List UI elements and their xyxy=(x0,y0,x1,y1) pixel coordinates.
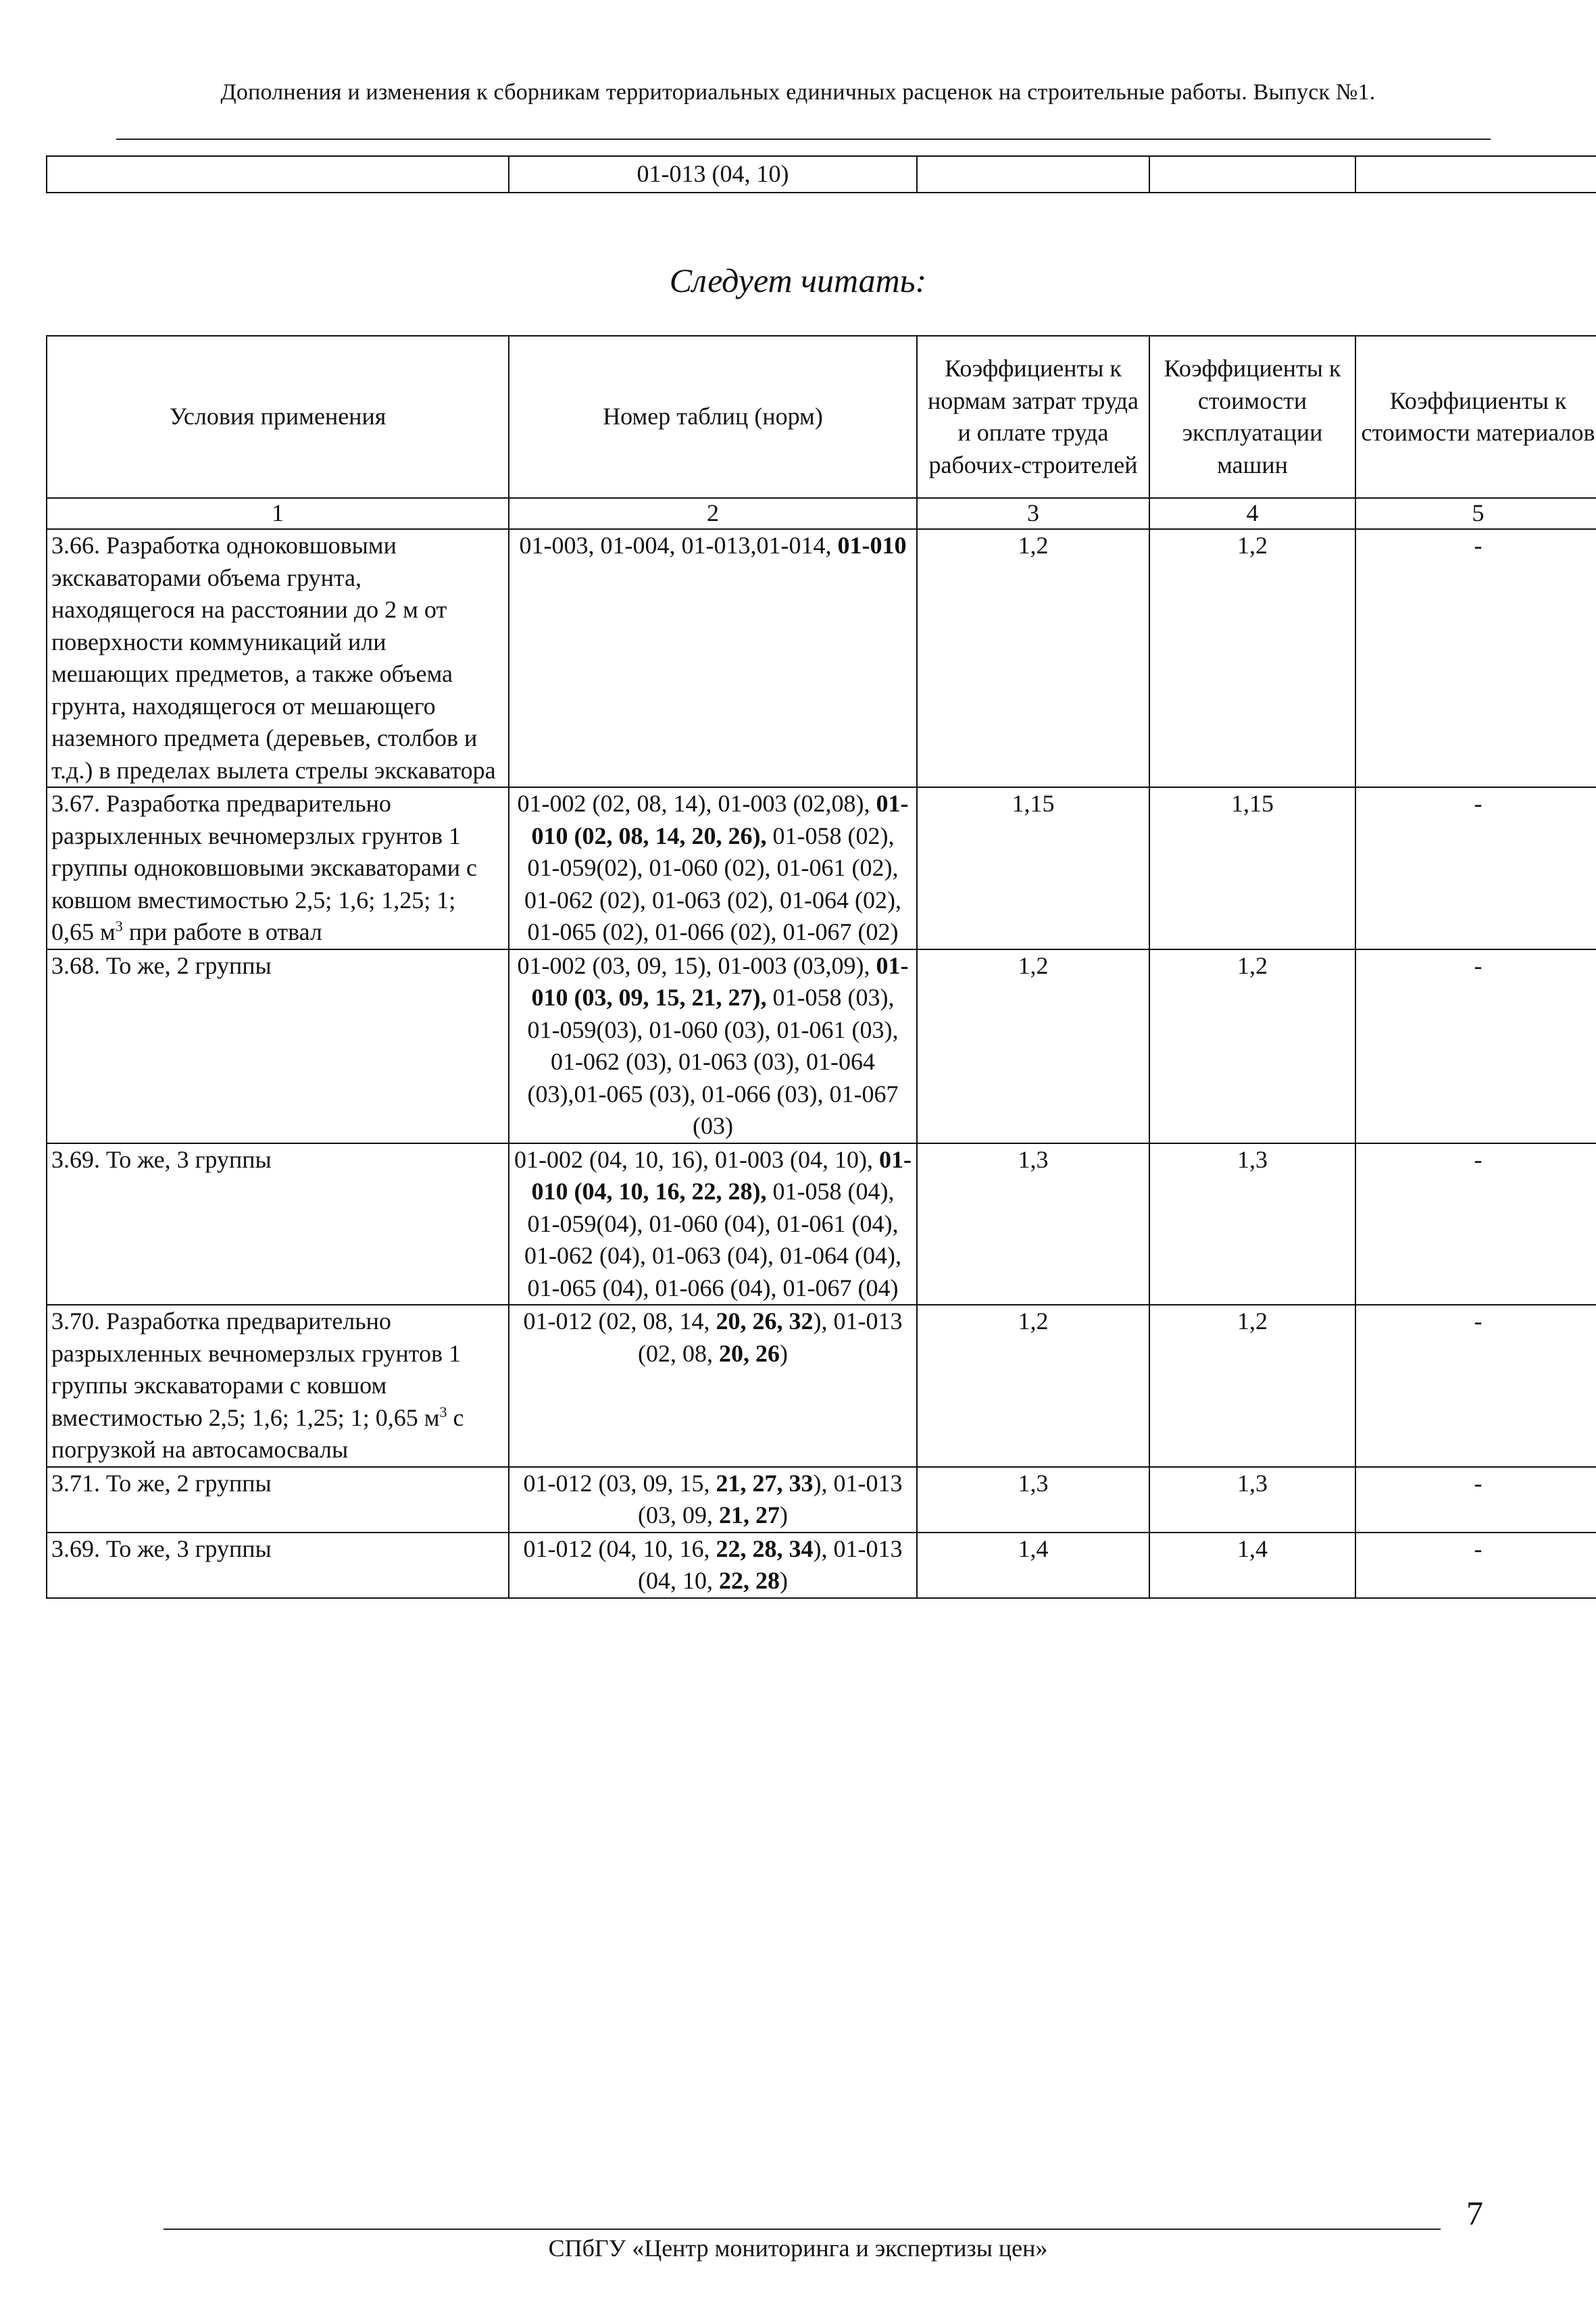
condition-text: 3.68. То же, 2 группы xyxy=(51,951,272,979)
table-numbers-bold: 22, 28, 34 xyxy=(716,1535,814,1562)
material-coefficient-cell: - xyxy=(1355,787,1596,949)
table-numbers-text: ) xyxy=(780,1567,788,1594)
table-row xyxy=(47,1533,1596,1598)
table-numbers-text: 01-003, 01-004, 01-013,01-014, xyxy=(519,532,838,559)
column-number: 5 xyxy=(1355,498,1596,529)
old-table-row xyxy=(47,156,1596,193)
table-numbers-text: 01-002 (03, 09, 15), 01-003 (03,09), xyxy=(517,951,876,979)
table-numbers-cell xyxy=(509,1533,917,1598)
column-number: 4 xyxy=(1149,498,1355,529)
unit-superscript: 3 xyxy=(439,1403,447,1420)
condition-text: 3.70. Разработка предварительно разрыхленных вечномерзлых грунтов 1 группы экскаваторами с ковшом вместимостью 2,5; 1,6; 1,25; 1; 0,65 м xyxy=(51,1308,461,1431)
table-numbers-cell xyxy=(509,529,917,787)
header-table-numbers: Номер таблиц (норм) xyxy=(509,336,917,498)
material-coefficient-cell: - xyxy=(1355,529,1596,787)
old-row-table xyxy=(46,155,1596,193)
table-numbers-text: ) xyxy=(780,1339,788,1367)
footer-divider xyxy=(164,2229,1441,2230)
table-header-row xyxy=(47,336,1596,498)
table-numbers-bold: 21, 27 xyxy=(719,1501,780,1528)
table-numbers-text: ), 01-013 (04, 10, xyxy=(638,1535,903,1594)
table-numbers-bold: 01-010 (04, 10, 16, 22, 28), xyxy=(531,1145,912,1205)
table-numbers-text: 01-058 (02), 01-059(02), 01-060 (02), 01-061 (02), 01-062 (02), 01-063 (02), 01-064 (02), 01-065 (02), 01-066 (02), 01-067 (02) xyxy=(524,822,901,945)
table-numbers-text: 01-012 (02, 08, 14, xyxy=(523,1308,716,1335)
section-caption: Следует читать: xyxy=(669,262,927,299)
header-material-coefficients: Коэффициенты к стоимости материалов xyxy=(1355,336,1596,498)
header-conditions: Условия применения xyxy=(47,336,509,498)
table-numbers-text: ) xyxy=(780,1501,788,1528)
condition-text-tail: при работе в отвал xyxy=(122,918,322,945)
table-numbers-cell xyxy=(509,1305,917,1467)
condition-cell xyxy=(47,1467,509,1533)
condition-text: 3.66. Разработка одноковшовыми экскаваторами объема грунта, находящегося на расстоянии до 2 м от поверхности коммуникаций или мешающих предметов, а также объема грунта, находящегося от мешающего наземного предмета (деревьев, столбов и т.д.) в пределах вылета стрелы экскаватора xyxy=(51,532,496,784)
footer-organization: СПбГУ «Центр мониторинга и экспертизы цен» xyxy=(548,2235,1048,2262)
column-number: 3 xyxy=(917,498,1149,529)
condition-cell xyxy=(47,787,509,949)
condition-cell xyxy=(47,1533,509,1598)
table-numbers-text: ), 01-013 (03, 09, xyxy=(638,1469,903,1528)
old-row-cell-empty xyxy=(47,156,509,193)
table-numbers-cell xyxy=(509,1143,917,1305)
table-row xyxy=(47,949,1596,1143)
machine-coefficient-cell: 1,2 xyxy=(1149,529,1355,787)
table-numbers-bold: 21, 27, 33 xyxy=(716,1469,814,1497)
table-numbers-cell xyxy=(509,1467,917,1533)
old-row-cell-empty xyxy=(1149,156,1355,193)
old-row-cell-empty xyxy=(1355,156,1596,193)
table-numbers-text: 01-058 (04), 01-059(04), 01-060 (04), 01-061 (04), 01-062 (04), 01-063 (04), 01-064 (04), 01-065 (04), 01-066 (04), 01-067 (04) xyxy=(524,1178,901,1301)
table-numbers-bold: 20, 26 xyxy=(719,1339,780,1367)
material-coefficient-cell: - xyxy=(1355,949,1596,1143)
labor-coefficient-cell: 1,3 xyxy=(917,1467,1149,1533)
labor-coefficient-cell: 1,3 xyxy=(917,1143,1149,1305)
condition-text-tail: с погрузкой на автосамосвалы xyxy=(51,1403,464,1463)
material-coefficient-cell: - xyxy=(1355,1143,1596,1305)
table-numbers-text: ), 01-013 (02, 08, xyxy=(638,1308,903,1367)
table-numbers-bold: 22, 28 xyxy=(719,1567,780,1594)
coefficients-table xyxy=(46,335,1596,1599)
header-labor-coefficients: Коэффициенты к нормам затрат труда и оплате труда рабочих-строителей xyxy=(917,336,1149,498)
table-numbers-bold: 01-010 (03, 09, 15, 21, 27), xyxy=(531,951,909,1011)
labor-coefficient-cell: 1,2 xyxy=(917,1305,1149,1467)
table-numbers-cell xyxy=(509,787,917,949)
condition-cell xyxy=(47,1143,509,1305)
page-number: 7 xyxy=(1466,2194,1483,2232)
condition-text: 3.69. То же, 3 группы xyxy=(51,1145,272,1173)
machine-coefficient-cell: 1,2 xyxy=(1149,949,1355,1143)
table-numbers-text: 01-002 (04, 10, 16), 01-003 (04, 10), xyxy=(514,1145,879,1173)
column-number-row xyxy=(47,498,1596,529)
machine-coefficient-cell: 1,15 xyxy=(1149,787,1355,949)
unit-superscript: 3 xyxy=(115,918,123,935)
table-numbers-text: 01-012 (04, 10, 16, xyxy=(523,1535,716,1562)
machine-coefficient-cell: 1,3 xyxy=(1149,1467,1355,1533)
column-number: 2 xyxy=(509,498,917,529)
header-divider xyxy=(116,139,1491,140)
table-row xyxy=(47,1143,1596,1305)
material-coefficient-cell: - xyxy=(1355,1305,1596,1467)
machine-coefficient-cell: 1,4 xyxy=(1149,1533,1355,1598)
table-numbers-cell xyxy=(509,949,917,1143)
condition-cell xyxy=(47,949,509,1143)
material-coefficient-cell: - xyxy=(1355,1467,1596,1533)
condition-cell xyxy=(47,529,509,787)
table-row xyxy=(47,1305,1596,1467)
labor-coefficient-cell: 1,15 xyxy=(917,787,1149,949)
column-number: 1 xyxy=(47,498,509,529)
table-numbers-bold: 01-010 (02, 08, 14, 20, 26), xyxy=(531,790,909,849)
material-coefficient-cell: - xyxy=(1355,1533,1596,1598)
table-numbers-bold: 20, 26, 32 xyxy=(716,1308,814,1335)
old-row-cell-empty xyxy=(917,156,1149,193)
table-row xyxy=(47,529,1596,787)
table-numbers-text: 01-002 (02, 08, 14), 01-003 (02,08), xyxy=(517,790,876,817)
table-numbers-text: 01-058 (03), 01-059(03), 01-060 (03), 01-061 (03), 01-062 (03), 01-063 (03), 01-064 (03),01-065 (03), 01-066 (03), 01-067 (03) xyxy=(527,984,899,1139)
old-row-tables-cell: 01-013 (04, 10) xyxy=(509,156,917,193)
document-header: Дополнения и изменения к сборникам территориальных единичных расценок на строительные работы. Выпуск №1. xyxy=(220,80,1376,105)
labor-coefficient-cell: 1,2 xyxy=(917,529,1149,787)
labor-coefficient-cell: 1,2 xyxy=(917,949,1149,1143)
table-numbers-bold: 01-010 xyxy=(837,532,907,559)
machine-coefficient-cell: 1,3 xyxy=(1149,1143,1355,1305)
condition-text: 3.69. То же, 3 группы xyxy=(51,1535,272,1562)
table-row xyxy=(47,787,1596,949)
condition-cell xyxy=(47,1305,509,1467)
labor-coefficient-cell: 1,4 xyxy=(917,1533,1149,1598)
condition-text: 3.71. То же, 2 группы xyxy=(51,1469,272,1497)
machine-coefficient-cell: 1,2 xyxy=(1149,1305,1355,1467)
table-row xyxy=(47,1467,1596,1533)
header-machine-coefficients: Коэффициенты к стоимости эксплуатации машин xyxy=(1149,336,1355,498)
table-numbers-text: 01-012 (03, 09, 15, xyxy=(523,1469,716,1497)
condition-text: 3.67. Разработка предварительно разрыхленных вечномерзлых грунтов 1 группы одноковшовыми экскаваторами с ковшом вместимостью 2,5; 1,6; 1,25; 1; 0,65 м xyxy=(51,790,477,945)
